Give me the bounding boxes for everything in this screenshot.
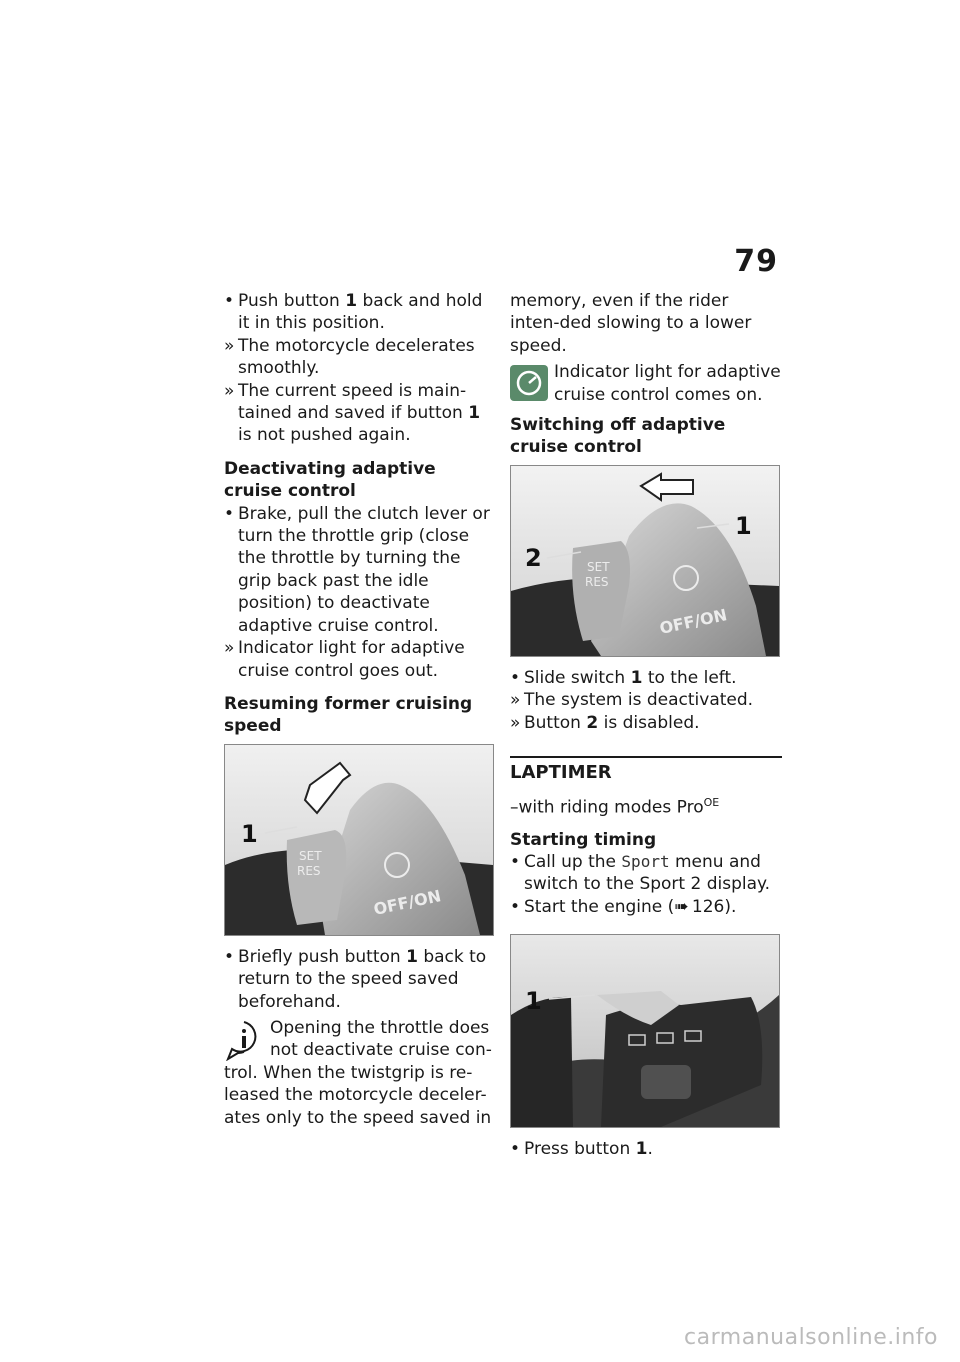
bullet-icon [224,503,238,525]
off-switch-illustration [511,466,779,656]
callout-2: 2 [525,543,542,572]
result-arrow-icon [224,637,238,659]
callout-1: 1 [241,819,258,848]
step-brake: • Brake, pull the clutch lever or turn the throttle grip (close the throttle by turning the grip back past the idle position) to deactivate adaptive cruise control. [224,503,494,637]
figure-off-switch [510,465,780,657]
section-title-laptimer: LAPTIMER [510,762,612,784]
bullet-icon [224,290,238,312]
figure-resume-switch [224,744,494,936]
info-note: Opening the throttle does not deactivate cruise con-trol. When the twistgrip is re-leased the motorcycle deceler-ates only to the speed saved in [224,1017,492,1128]
figure-laptimer-button [510,934,780,1128]
result-decelerates: » The motorcycle decelerates smoothly. [224,335,494,380]
info-icon [224,1019,264,1061]
step-briefly-push: • Briefly push button 1 back to return to the speed saved beforehand. [224,946,494,1013]
watermark: carmanualsonline.info [684,1325,938,1350]
note-continued: memory, even if the rider inten-ded slowing to a lower speed. [510,291,752,356]
result-arrow-icon [510,689,524,711]
bullet-icon [510,1138,524,1160]
bullet-icon [510,896,524,918]
result-arrow-icon [510,712,524,734]
svg-text:RES: RES [297,863,321,878]
svg-text:SET: SET [299,848,322,863]
heading-resuming: Resuming former cruising speed [224,693,473,737]
section-divider [510,756,782,758]
cruise-control-indicator-icon [510,365,548,401]
callout-1: 1 [735,511,752,540]
step-push-button: • Push button 1 back and hold it in this position. [224,290,494,335]
right-column [510,290,782,1161]
svg-text:SET: SET [587,559,610,574]
step-press-button: • Press button 1. [510,1138,782,1160]
result-indicator-out: » Indicator light for adaptive cruise control goes out. [224,637,494,682]
handlebar-switch-illustration [225,745,493,935]
heading-deactivating: Deactivating adaptive cruise control [224,458,436,502]
result-deactivated: » The system is deactivated. [510,689,782,711]
callout-1: 1 [525,987,542,1016]
result-arrow-icon [224,380,238,402]
laptimer-switch-illustration [511,935,779,1127]
bullet-icon [510,851,524,873]
svg-text:OFF/ON: OFF/ON [371,885,443,919]
bullet-icon [510,667,524,689]
step-call-up-sport: • Call up the Sport menu and switch to the Sport 2 display. [510,851,782,896]
result-speed-saved: » The current speed is main-tained and saved if button 1 is not pushed again. [224,380,494,447]
page-number: 79 [734,244,778,279]
result-arrow-icon [224,335,238,357]
bullet-icon [224,946,238,968]
indicator-row: Indicator light for adaptive cruise control comes on. [510,361,782,406]
heading-switching-off: Switching off adaptive cruise control [510,415,726,458]
svg-text:OFF/ON: OFF/ON [657,604,729,638]
result-button-disabled: » Button 2 is disabled. [510,712,782,734]
step-start-engine: • Start the engine (➠ 126). [510,896,782,918]
step-slide-switch: • Slide switch 1 to the left. [510,667,782,689]
option-line: –with riding modes Pro$^{OE}$ [510,796,720,819]
left-column [224,290,494,1129]
page-reference-arrow-icon: ➠ [674,896,692,917]
svg-text:RES: RES [585,574,609,589]
heading-starting-timing: Starting timing [510,829,657,850]
